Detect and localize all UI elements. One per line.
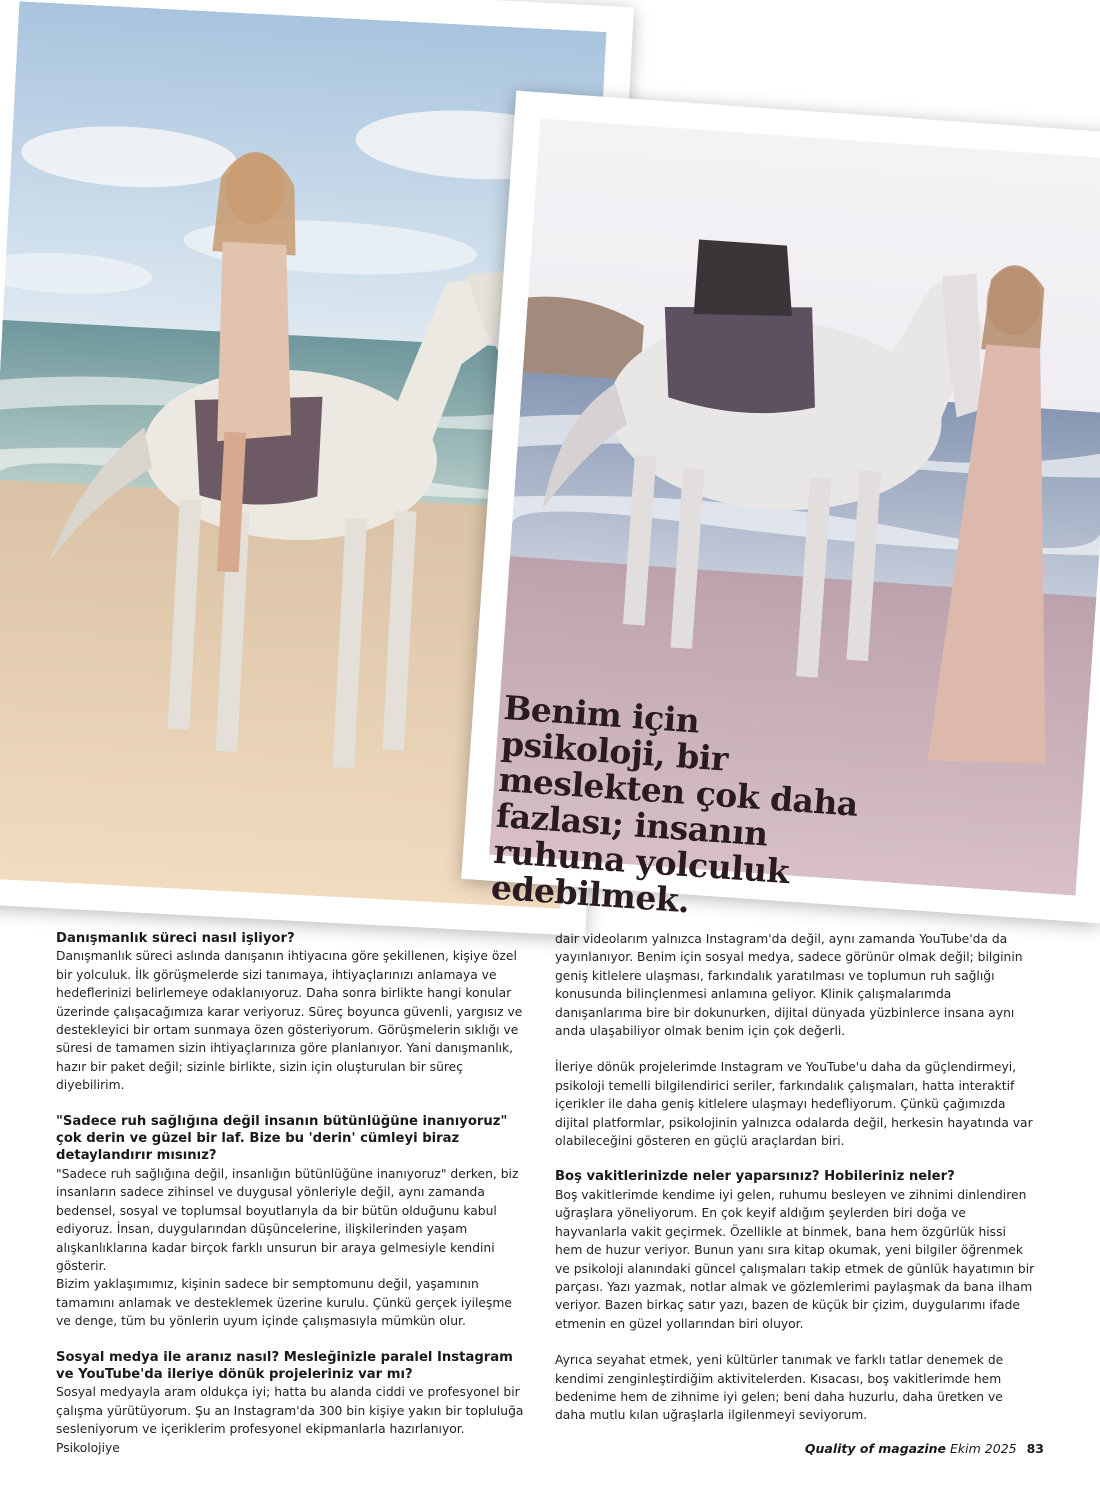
- spacer: [56, 1095, 526, 1113]
- answer-paragraph: dair videolarım yalnızca Instagram'da değil, aynı zamanda YouTube'da da yayınlanıyor. Benim için sosyal medya, sadece görünür olmak değil; bilginin geniş kitlelere ulaşması, farkındalık yaratılması ve toplumun ruh sağlığı konusunda bilinçlenmesi anlamına geliyor. Klinik çalışmalarımda danışanlarıma bire bir dokunurken, dijital dünyada yüzbinlerce insana aynı anda ulaşabiliyor olmak benim için çok değerli.: [555, 932, 1023, 1039]
- spacer: [555, 1333, 1035, 1351]
- footer-page-number: 83: [1026, 1441, 1044, 1456]
- answer-paragraph: Ayrıca seyahat etmek, yeni kültürler tanımak ve farklı tatlar denemek de kendimi zenginleştirdiğim aktivitelerden. Kısacası, boş vakitlerimde hem bedenime hem de zihnime iyi gelen; beni daha huzurlu, daha üretken ve daha mutlu kılan uğraşlarla ilgilenmeyi seviyorum.: [555, 1353, 1004, 1423]
- question-heading: Danışmanlık süreci nasıl işliyor?: [56, 931, 295, 946]
- answer-paragraph: "Sadece ruh sağlığına değil, insanlığın bütünlüğüne inanıyoruz" derken, biz insanların sadece zihinsel ve duygusal yönleriyle değil, aynı zamanda bedensel, sosyal ve toplumsal boyutlarıyla da bir bütün olduğunu kabul ediyoruz. İnsan, duygularından düşüncelerine, ilişkilerinden yaşam alışkanlıklarına kadar birçok farklı unsurun bir araya gelmesiyle kendini gösterir.: [56, 1166, 519, 1273]
- question-heading: Boş vakitlerinizde neler yaparsınız? Hobileriniz neler?: [555, 1169, 955, 1185]
- spacer: [555, 1040, 1035, 1058]
- pull-quote: Benim için psikoloji, bir meslekten çok daha fazlası; insanın ruhuna yolculuk edebilmek.: [489, 688, 860, 921]
- answer-paragraph: Boş vakitlerimde kendime iyi gelen, ruhumu besleyen ve zihnimi dinlendiren uğraşlara yöneliyorum. En çok keyif aldığım şeylerden biri doğa ve hayvanlarla vakit geçirmek. Özellikle at binmek, bana hem özgürlük hissi hem de huzur veriyor. Bunun yanı sıra kitap okumak, yeni bilgiler öğrenmek ve psikoloji alanındaki güncel çalışmaları takip etmek de günlük hayatımın bir parçası. Yazı yazmak, notlar almak ve gözlemlerimi paylaşmak da bana ilham veriyor. Bazen birkaç satır yazı, bazen de küçük bir çizim, duygularımı ifade etmenin en güzel yollarından biri oluyor.: [555, 1187, 1035, 1331]
- footer-magazine: Quality of magazine: [804, 1441, 947, 1456]
- page-footer: [805, 1441, 1044, 1456]
- answer-paragraph: İleriye dönük projelerimde Instagram ve YouTube'u daha da güçlendirmeyi, psikoloji temelli bilgilendirici seriler, farkındalık çalışmaları, hatta interaktif içerikler ile daha geniş kitlelere ulaşmayı hedefliyorum. Çünkü çağımızda dijital platformlar, psikolojinin yalnızca odalarda değil, herkesin hayatında var olabileceğini gösteren en güçlü araçlardan biri.: [555, 1060, 1033, 1149]
- question-heading: "Sadece ruh sağlığına değil insanın bütünlüğüne inanıyoruz" çok derin ve güzel bir laf. Bize bu 'derin' cümleyi biraz detaylandırır mısınız?: [56, 1113, 508, 1164]
- spacer: [56, 1331, 526, 1349]
- footer-issue: Ekim 2025: [950, 1441, 1017, 1456]
- question-heading: Sosyal medya ile aranız nasıl? Mesleğinizle paralel Instagram ve YouTube'da ileriye dönük projeleriniz var mı?: [56, 1349, 513, 1382]
- answer-paragraph: Bizim yaklaşımımız, kişinin sadece bir semptomunu değil, yaşamının tamamını anlamak ve desteklemek üzerine kurulu. Çünkü gerçek iyileşme ve denge, tüm bu yönlerin uyum içinde çalışmasıyla mümkün olur.: [56, 1277, 512, 1329]
- spacer: [555, 1150, 1035, 1168]
- left-column: [56, 930, 526, 1457]
- answer-paragraph: Sosyal medyayla aram oldukça iyi; hatta bu alanda ciddi ve profesyonel bir çalışma yürütüyorum. Şu an Instagram'da 300 bin kişiye yakın bir topluluğa sesleniyorum ve içeriklerim profesyonel ekipmanlarla hazırlanıyor. Psikolojiye: [56, 1385, 524, 1455]
- right-column: [555, 930, 1035, 1425]
- answer-paragraph: Danışmanlık süreci aslında danışanın ihtiyacına göre şekillenen, kişiye özel bir yolculuk. İlk görüşmelerde sizi tanımaya, ihtiyaçlarınızı anlamaya ve hedeflerinizi belirlemeye odaklanıyoruz. Daha sonra birlikte hangi konular üzerinde çalışacağımıza karar veriyoruz. Süreç boyunca güvenli, yargısız ve destekleyici bir ortam sunmaya özen gösteriyorum. Görüşmelerin sıklığı ve süresi de tamamen sizin ihtiyaçlarınıza göre planlanıyor. Yani danışmanlık, hazır bir paket değil; sizinle birlikte, sizin için oluşturulan bir süreç diyebilirim.: [56, 949, 523, 1093]
